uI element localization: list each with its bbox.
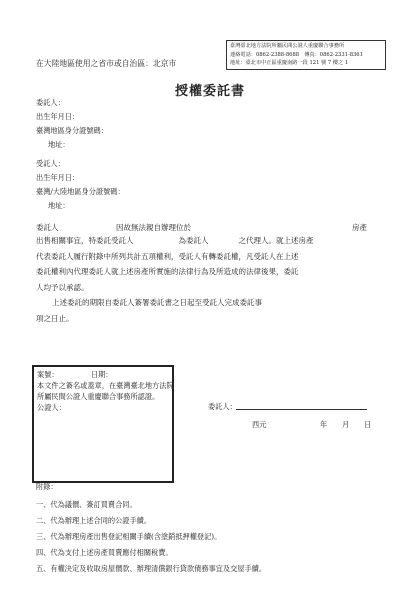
body-paragraph [36, 233, 376, 327]
appendix-item: 二、代為辦理上述合同的公證手續。 [36, 516, 152, 525]
notary-office-box [226, 40, 386, 70]
principal-address-label: 地址： [48, 140, 70, 149]
stamp-statement-1: 本文件之簽名或蓋章，在臺灣臺北地方法院 [37, 381, 174, 390]
date-year: 年 [320, 420, 328, 429]
region-line: 在大陸地區使用之省市或自治區：北京市 [36, 59, 177, 68]
office-address: 地址：臺北市中正區重慶南路一段 121 號 7 樓之 1 [230, 60, 349, 66]
notarization-box [32, 365, 174, 483]
notary-label: 公證人： [37, 403, 66, 412]
body-line-principal: 委託人 [36, 223, 59, 232]
appendix-item: 一、代為議價、簽訂買賣合同。 [36, 500, 137, 509]
principal-id-label: 臺灣地區身分證號碼： [36, 126, 108, 135]
body-line: 代表委託人履行附錄中所列共計五項權利，受託人有轉委託權，凡受託人在上述 [36, 251, 299, 261]
body-line: 上述委託的期限自委託人簽署委託書之日起至受託人完成委託事 [52, 298, 262, 308]
date-day: 日 [364, 420, 372, 429]
appendix-item: 四、代為支付上述房產買賣應付相關稅費。 [36, 548, 173, 557]
body-line: 人均予以承認。 [36, 282, 89, 292]
agent-address-label: 地址： [48, 201, 70, 210]
signature-line [236, 408, 367, 410]
document-title: 授權委託書 [174, 84, 245, 99]
signature-label: 委託人： [208, 402, 237, 411]
agent-name-label: 受託人： [36, 159, 65, 168]
body-line-reason: 因故無法親自辦理位於 [116, 223, 191, 232]
agent-dob-label: 出生年月日： [36, 173, 80, 182]
principal-name-label: 委託人： [36, 98, 65, 107]
appendix-item: 三、代為辦理房產出售登記相關手續(含塗銷抵押權登記)。 [36, 532, 222, 541]
date-era: 西元 [252, 420, 267, 429]
appendix-item: 五、有權決定及收取房屋價款、辦理清償銀行貸款債務事宜及交屋手續。 [36, 564, 267, 573]
office-phone: 連絡電話：0862-2388-8688 傳真：0862-2331-8361 [230, 51, 363, 58]
appendix-heading: 附錄： [36, 482, 58, 491]
stamp-statement-2: 所屬民間公證人重慶聯合事務所認證。 [37, 392, 160, 401]
case-date-line: 案號： 日期： [37, 370, 113, 379]
agent-id-label: 臺灣/大陸地區身分證號碼： [36, 187, 125, 196]
body-line: 出售相關事宜，特委託受託人 為委託人 之代理人。就上述房產 [36, 236, 314, 245]
body-line-property: 房產 [352, 223, 367, 232]
office-name: 臺灣臺北地方法院所屬民間公證人重慶聯合事務所 [230, 43, 345, 49]
body-line: 委託權利內代理委託人就上述房產所實施的法律行為及所造成的法律後果，委託 [36, 267, 299, 277]
body-line: 項之日止。 [36, 313, 74, 323]
principal-dob-label: 出生年月日： [36, 112, 80, 121]
date-month: 月 [342, 420, 350, 429]
